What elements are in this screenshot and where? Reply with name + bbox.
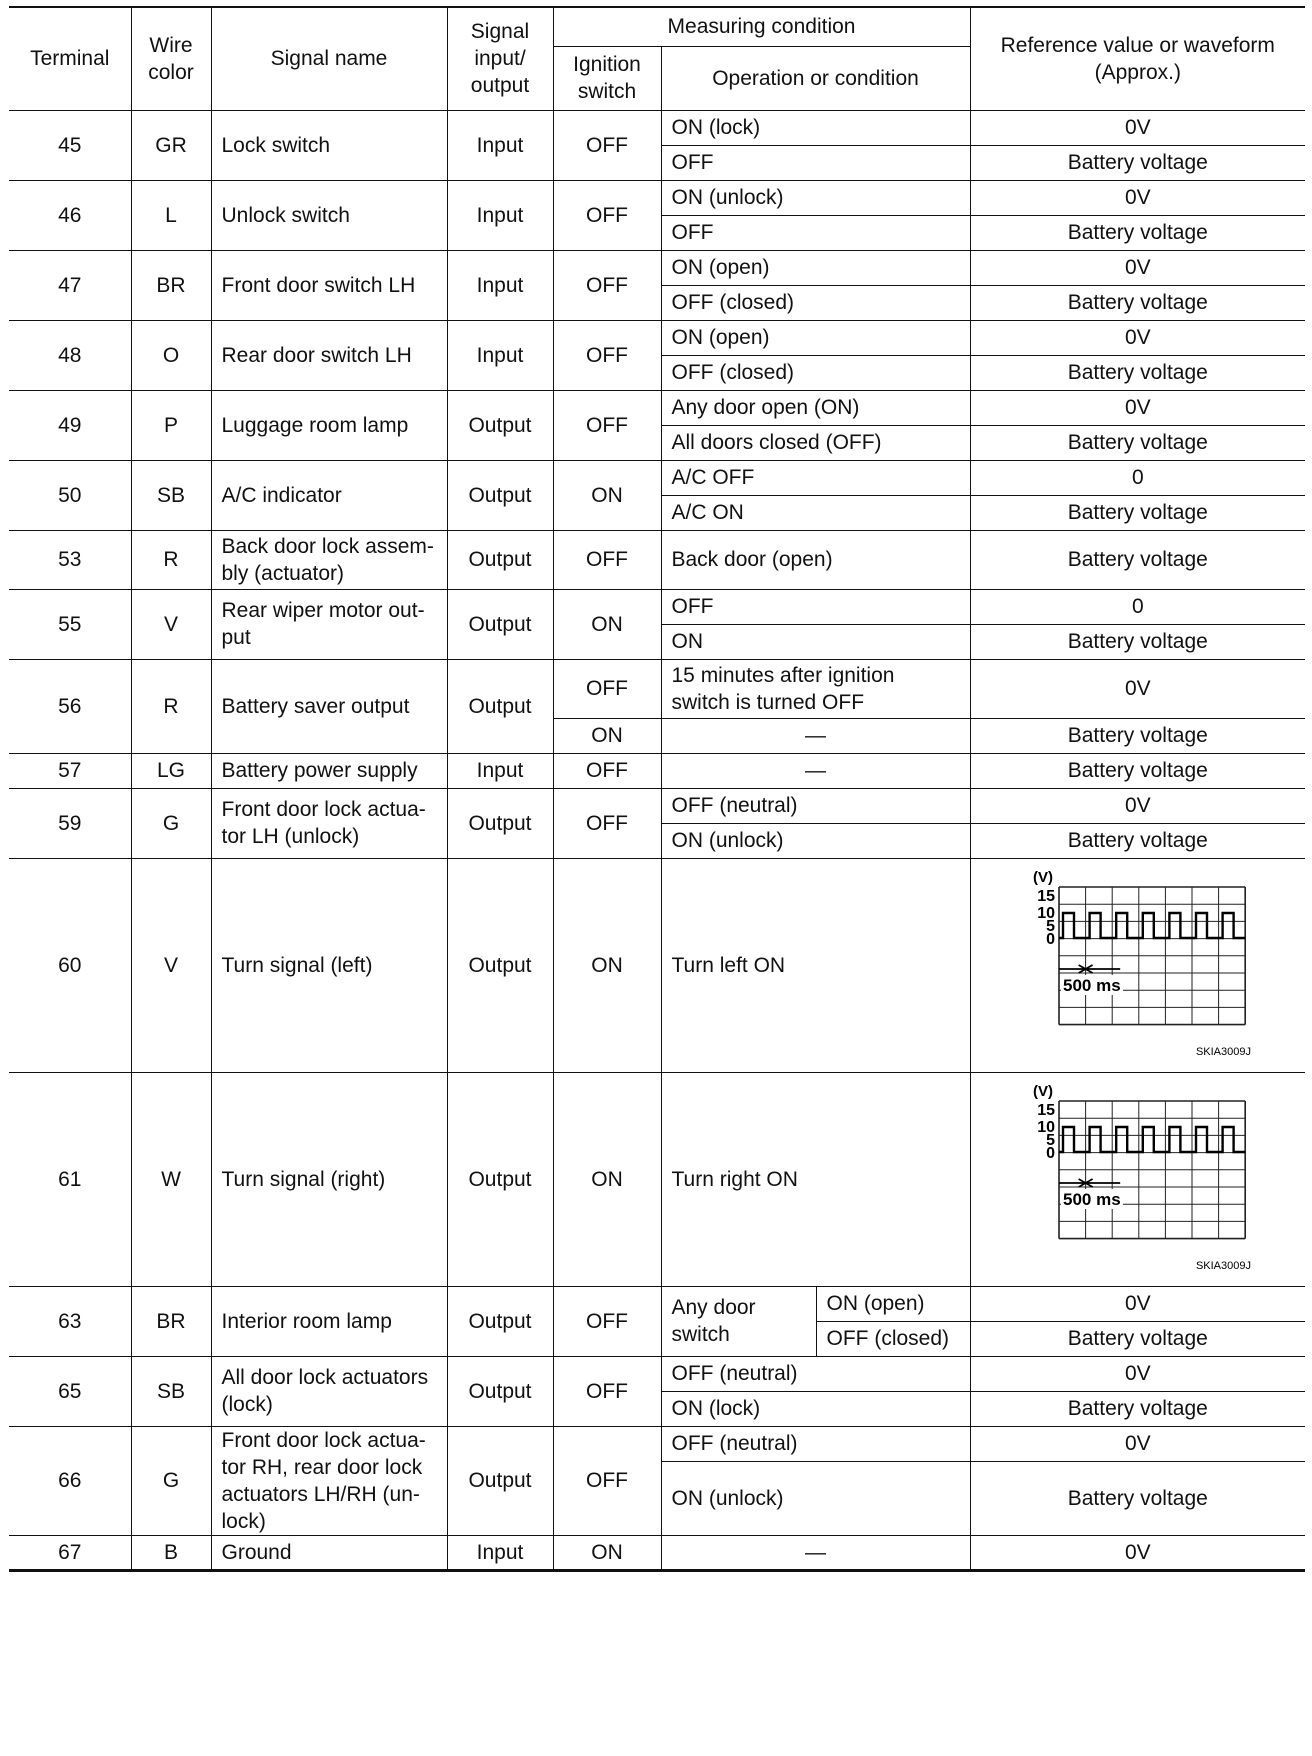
- reference-waveform-cell: [970, 858, 1305, 1072]
- operation-cell: ON (unlock): [661, 823, 970, 858]
- waveform-time-label: 500 ms: [1062, 1190, 1121, 1209]
- ignition-switch-cell: ON: [553, 858, 661, 1072]
- operation-cell: OFF: [661, 215, 970, 250]
- reference-value-cell: 0: [970, 589, 1305, 624]
- ignition-switch-cell: OFF: [553, 530, 661, 589]
- wire-color-cell: R: [131, 530, 211, 589]
- signal-io-cell: Input: [447, 1535, 553, 1570]
- waveform-unit-label: (V): [1032, 869, 1053, 886]
- operation-cell: —: [661, 753, 970, 788]
- wire-color-cell: SB: [131, 460, 211, 530]
- wire-color-cell: O: [131, 320, 211, 390]
- table-row: [9, 753, 1305, 788]
- table-row: [9, 530, 1305, 589]
- signal-io-cell: Input: [447, 250, 553, 320]
- waveform-chart: [1013, 865, 1263, 1065]
- time-arrow: [1085, 1179, 1120, 1187]
- table-row: [9, 858, 1305, 1072]
- table-row: [9, 320, 1305, 355]
- signal-io-cell: Output: [447, 1072, 553, 1286]
- table-row: [9, 1535, 1305, 1570]
- signal-io-cell: Output: [447, 788, 553, 858]
- signal-io-cell: Output: [447, 1286, 553, 1356]
- reference-value-cell: 0V: [970, 1356, 1305, 1391]
- table-row: [9, 460, 1305, 495]
- time-arrow: [1085, 965, 1120, 973]
- signal-io-cell: Input: [447, 753, 553, 788]
- reference-value-cell: Battery voltage: [970, 1321, 1305, 1356]
- time-arrow: [1059, 965, 1086, 973]
- operation-cell: OFF (neutral): [661, 788, 970, 823]
- table-header: [9, 7, 1305, 110]
- signal-name-cell: Ground: [211, 1535, 447, 1570]
- table-row: [9, 390, 1305, 425]
- reference-value-cell: Battery voltage: [970, 145, 1305, 180]
- signal-io-cell: Input: [447, 180, 553, 250]
- table-row: [9, 110, 1305, 145]
- header-signal-name: Signal name: [211, 7, 447, 110]
- operation-cell: ON: [661, 624, 970, 659]
- wire-color-cell: GR: [131, 110, 211, 180]
- reference-value-cell: Battery voltage: [970, 1391, 1305, 1426]
- terminal-cell: 57: [9, 753, 131, 788]
- ignition-switch-cell: OFF: [553, 1356, 661, 1426]
- terminal-cell: 47: [9, 250, 131, 320]
- header-ignition-switch: Ignition switch: [553, 46, 661, 110]
- reference-value-cell: Battery voltage: [970, 425, 1305, 460]
- signal-name-cell: A/C indicator: [211, 460, 447, 530]
- wire-color-cell: SB: [131, 1356, 211, 1426]
- reference-value-cell: 0V: [970, 788, 1305, 823]
- ignition-switch-cell: OFF: [553, 753, 661, 788]
- table-row: [9, 788, 1305, 823]
- signal-name-cell: Front door lock actua- tor LH (unlock): [211, 788, 447, 858]
- terminal-cell: 45: [9, 110, 131, 180]
- operation-cell: ON (lock): [661, 110, 970, 145]
- operation-cell: ON (open): [661, 250, 970, 285]
- waveform-figure-code: SKIA3009J: [1195, 1260, 1251, 1272]
- table-row: [9, 1426, 1305, 1462]
- waveform-y-tick: 15: [1036, 1102, 1055, 1119]
- terminal-cell: 46: [9, 180, 131, 250]
- table-row: [9, 250, 1305, 285]
- reference-value-cell: Battery voltage: [970, 530, 1305, 589]
- reference-value-cell: 0V: [970, 320, 1305, 355]
- terminal-cell: 53: [9, 530, 131, 589]
- signal-io-cell: Output: [447, 858, 553, 1072]
- operation-cell: OFF (closed): [816, 1321, 970, 1356]
- wire-color-cell: LG: [131, 753, 211, 788]
- terminal-cell: 59: [9, 788, 131, 858]
- table-body: [9, 110, 1305, 1570]
- ignition-switch-cell: OFF: [553, 788, 661, 858]
- time-arrow: [1059, 1179, 1086, 1187]
- wire-color-cell: W: [131, 1072, 211, 1286]
- operation-cell: ON (lock): [661, 1391, 970, 1426]
- signal-name-cell: All door lock actuators (lock): [211, 1356, 447, 1426]
- operation-cell: —: [661, 718, 970, 753]
- signal-name-cell: Rear door switch LH: [211, 320, 447, 390]
- wire-color-cell: V: [131, 858, 211, 1072]
- reference-value-cell: Battery voltage: [970, 823, 1305, 858]
- signal-name-cell: Luggage room lamp: [211, 390, 447, 460]
- ignition-switch-cell: OFF: [553, 250, 661, 320]
- wire-color-cell: P: [131, 390, 211, 460]
- signal-io-cell: Output: [447, 589, 553, 659]
- ignition-switch-cell: ON: [553, 718, 661, 753]
- terminal-cell: 50: [9, 460, 131, 530]
- ignition-switch-cell: OFF: [553, 320, 661, 390]
- signal-name-cell: Battery power supply: [211, 753, 447, 788]
- signal-name-cell: Lock switch: [211, 110, 447, 180]
- ignition-switch-cell: OFF: [553, 390, 661, 460]
- reference-value-cell: 0V: [970, 1426, 1305, 1462]
- reference-value-cell: 0V: [970, 110, 1305, 145]
- signal-io-cell: Output: [447, 659, 553, 753]
- wire-color-cell: R: [131, 659, 211, 753]
- signal-io-cell: Output: [447, 390, 553, 460]
- wire-color-cell: B: [131, 1535, 211, 1570]
- reference-waveform-cell: [970, 1072, 1305, 1286]
- reference-value-cell: Battery voltage: [970, 624, 1305, 659]
- operation-cell: A/C OFF: [661, 460, 970, 495]
- signal-name-cell: Front door lock actua- tor RH, rear door lock actuators LH/RH (un- lock): [211, 1426, 447, 1535]
- wire-color-cell: V: [131, 589, 211, 659]
- reference-value-cell: Battery voltage: [970, 285, 1305, 320]
- reference-value-cell: 0V: [970, 390, 1305, 425]
- ignition-switch-cell: OFF: [553, 110, 661, 180]
- ignition-switch-cell: ON: [553, 1072, 661, 1286]
- terminal-cell: 61: [9, 1072, 131, 1286]
- waveform-y-tick: 0: [1045, 1145, 1055, 1162]
- operation-cell: ON (unlock): [661, 180, 970, 215]
- terminal-cell: 65: [9, 1356, 131, 1426]
- terminal-cell: 60: [9, 858, 131, 1072]
- waveform-y-tick: 5: [1045, 918, 1055, 935]
- operation-cell: OFF: [661, 145, 970, 180]
- signal-io-cell: Input: [447, 110, 553, 180]
- operation-cell: OFF (closed): [661, 285, 970, 320]
- terminal-cell: 67: [9, 1535, 131, 1570]
- header-measuring-condition: Measuring condition: [553, 7, 970, 46]
- reference-value-cell: 0V: [970, 180, 1305, 215]
- terminal-cell: 56: [9, 659, 131, 753]
- operation-cell: Any door open (ON): [661, 390, 970, 425]
- terminal-cell: 66: [9, 1426, 131, 1535]
- wire-color-cell: BR: [131, 1286, 211, 1356]
- header-wire-color: Wire color: [131, 7, 211, 110]
- reference-value-cell: Battery voltage: [970, 1462, 1305, 1535]
- wire-color-cell: G: [131, 788, 211, 858]
- signal-io-cell: Input: [447, 320, 553, 390]
- waveform-y-tick: 10: [1036, 905, 1055, 922]
- operation-cell: All doors closed (OFF): [661, 425, 970, 460]
- waveform-y-tick: 15: [1036, 888, 1055, 905]
- operation-cell: ON (unlock): [661, 1462, 970, 1535]
- wire-color-cell: L: [131, 180, 211, 250]
- ignition-switch-cell: ON: [553, 589, 661, 659]
- waveform-chart: [1013, 1079, 1263, 1279]
- header-reference: Reference value or waveform (Approx.): [970, 7, 1305, 110]
- signal-name-cell: Turn signal (right): [211, 1072, 447, 1286]
- ignition-switch-cell: ON: [553, 1535, 661, 1570]
- waveform-y-tick: 0: [1045, 931, 1055, 948]
- signal-name-cell: Battery saver output: [211, 659, 447, 753]
- reference-value-cell: 0V: [970, 1286, 1305, 1321]
- waveform-time-label: 500 ms: [1062, 976, 1121, 995]
- terminal-cell: 48: [9, 320, 131, 390]
- operation-cell: ON (open): [816, 1286, 970, 1321]
- table-row: [9, 1286, 1305, 1321]
- operation-cell: OFF (closed): [661, 355, 970, 390]
- reference-value-cell: Battery voltage: [970, 495, 1305, 530]
- header-operation: Operation or condition: [661, 46, 970, 110]
- terminal-cell: 49: [9, 390, 131, 460]
- ignition-switch-cell: ON: [553, 460, 661, 530]
- ignition-switch-cell: OFF: [553, 180, 661, 250]
- operation-cell: Turn left ON: [661, 858, 970, 1072]
- reference-value-cell: 0: [970, 460, 1305, 495]
- operation-cell: ON (open): [661, 320, 970, 355]
- signal-name-cell: Unlock switch: [211, 180, 447, 250]
- operation-cell: A/C ON: [661, 495, 970, 530]
- signal-name-cell: Turn signal (left): [211, 858, 447, 1072]
- signal-name-cell: Back door lock assem- bly (actuator): [211, 530, 447, 589]
- table-row: [9, 1356, 1305, 1391]
- ignition-switch-cell: OFF: [553, 659, 661, 718]
- waveform-unit-label: (V): [1032, 1083, 1053, 1100]
- signal-name-cell: Front door switch LH: [211, 250, 447, 320]
- waveform-y-tick: 10: [1036, 1119, 1055, 1136]
- signal-name-cell: Interior room lamp: [211, 1286, 447, 1356]
- table-row: [9, 180, 1305, 215]
- reference-value-cell: 0V: [970, 250, 1305, 285]
- terminal-cell: 55: [9, 589, 131, 659]
- terminal-spec-table: [9, 6, 1305, 1572]
- signal-io-cell: Output: [447, 530, 553, 589]
- signal-io-cell: Output: [447, 1426, 553, 1535]
- operation-cell: 15 minutes after ignition switch is turned OFF: [661, 659, 970, 718]
- table-row: [9, 659, 1305, 718]
- wire-color-cell: BR: [131, 250, 211, 320]
- waveform-figure-code: SKIA3009J: [1195, 1046, 1251, 1058]
- operation-cell: OFF (neutral): [661, 1426, 970, 1462]
- ignition-switch-cell: OFF: [553, 1286, 661, 1356]
- signal-name-cell: Rear wiper motor out- put: [211, 589, 447, 659]
- header-signal-io: Signal input/ output: [447, 7, 553, 110]
- table-row: [9, 589, 1305, 624]
- terminal-cell: 63: [9, 1286, 131, 1356]
- reference-value-cell: Battery voltage: [970, 355, 1305, 390]
- signal-io-cell: Output: [447, 1356, 553, 1426]
- operation-cell: —: [661, 1535, 970, 1570]
- header-terminal: Terminal: [9, 7, 131, 110]
- reference-value-cell: 0V: [970, 659, 1305, 718]
- signal-io-cell: Output: [447, 460, 553, 530]
- operation-cell: Back door (open): [661, 530, 970, 589]
- waveform-y-tick: 5: [1045, 1132, 1055, 1149]
- reference-value-cell: Battery voltage: [970, 753, 1305, 788]
- operation-cell: OFF: [661, 589, 970, 624]
- reference-value-cell: Battery voltage: [970, 215, 1305, 250]
- wire-color-cell: G: [131, 1426, 211, 1535]
- reference-value-cell: 0V: [970, 1535, 1305, 1570]
- operation-cell: OFF (neutral): [661, 1356, 970, 1391]
- reference-value-cell: Battery voltage: [970, 718, 1305, 753]
- operation-cell: Turn right ON: [661, 1072, 970, 1286]
- condition-group-cell: Any door switch: [661, 1286, 816, 1356]
- waveform-signal: [1059, 1127, 1245, 1152]
- table-row: [9, 1072, 1305, 1286]
- waveform-signal: [1059, 913, 1245, 938]
- ignition-switch-cell: OFF: [553, 1426, 661, 1535]
